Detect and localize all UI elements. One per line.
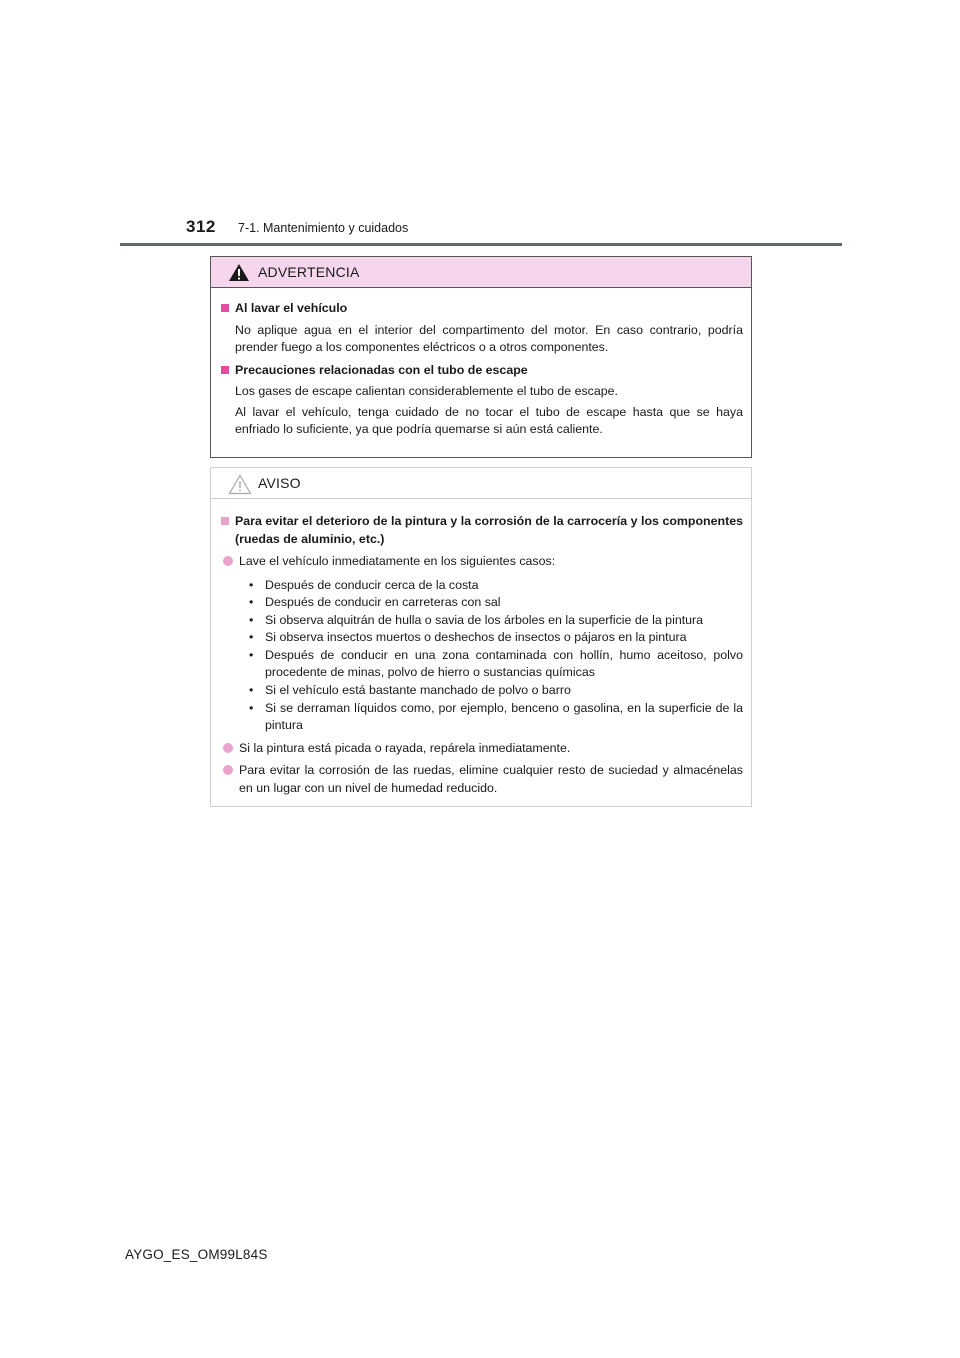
list-item: • Si observa insectos muertos o deshechos de insectos o pájaros en la pintura bbox=[249, 629, 743, 647]
warning-icon bbox=[228, 263, 250, 282]
caution-icon bbox=[228, 474, 252, 495]
page-number: 312 bbox=[186, 217, 216, 236]
header-rule bbox=[120, 243, 842, 246]
section-title: 7-1. Mantenimiento y cuidados bbox=[238, 221, 409, 235]
list-item: • Después de conducir cerca de la costa bbox=[249, 577, 743, 595]
warning-box bbox=[210, 256, 752, 458]
cases-list bbox=[219, 577, 743, 735]
document-code: AYGO_ES_OM99L84S bbox=[125, 1247, 268, 1262]
square-bullet-icon bbox=[221, 304, 229, 312]
warning-content bbox=[211, 288, 751, 439]
list-item: • Si el vehículo está bastante manchado de polvo o barro bbox=[249, 682, 743, 700]
warning-paragraph: No aplique agua en el interior del compartimento del motor. En caso contrario, podría prender fuego a los componentes eléctricos o a otros componentes. bbox=[235, 322, 743, 354]
circle-bullet-icon bbox=[223, 556, 233, 566]
notice-point: Lave el vehículo inmediatamente en los siguientes casos: bbox=[219, 553, 743, 571]
list-item: • Después de conducir en carreteras con sal bbox=[249, 594, 743, 612]
warning-heading-exhaust: Precauciones relacionadas con el tubo de escape bbox=[219, 362, 743, 380]
square-bullet-icon bbox=[221, 366, 229, 374]
notice-point: Para evitar la corrosión de las ruedas, elimine cualquier resto de suciedad y almacénelas en un lugar con un nivel de humedad reducido. bbox=[219, 762, 743, 797]
warning-title: ADVERTENCIA bbox=[258, 264, 360, 280]
warning-heading-washing: Al lavar el vehículo bbox=[219, 300, 743, 318]
notice-point: Si la pintura está picada o rayada, repárela inmediatamente. bbox=[219, 740, 743, 758]
notice-box bbox=[210, 467, 752, 807]
notice-content bbox=[211, 499, 751, 797]
notice-title: AVISO bbox=[258, 475, 301, 491]
list-item: • Si observa alquitrán de hulla o savia de los árboles en la superficie de la pintura bbox=[249, 612, 743, 630]
warning-box-header bbox=[211, 257, 751, 288]
notice-box-header bbox=[211, 468, 751, 499]
square-bullet-icon bbox=[221, 517, 229, 525]
notice-heading: Para evitar el deterioro de la pintura y la corrosión de la carrocería y los componentes (ruedas de aluminio, etc.) bbox=[219, 513, 743, 548]
list-item: • Si se derraman líquidos como, por ejemplo, benceno o gasolina, en la superficie de la pintura bbox=[249, 700, 743, 735]
warning-paragraph: Los gases de escape calientan considerablemente el tubo de escape. bbox=[235, 384, 618, 398]
circle-bullet-icon bbox=[223, 743, 233, 753]
circle-bullet-icon bbox=[223, 765, 233, 775]
warning-paragraph: Al lavar el vehículo, tenga cuidado de no tocar el tubo de escape hasta que se haya enfriado lo suficiente, ya que podría quemarse si aún está caliente. bbox=[235, 404, 743, 436]
list-item: • Después de conducir en una zona contaminada con hollín, humo aceitoso, polvo procedente de minas, polvo de hierro o sustancias químicas bbox=[249, 647, 743, 682]
